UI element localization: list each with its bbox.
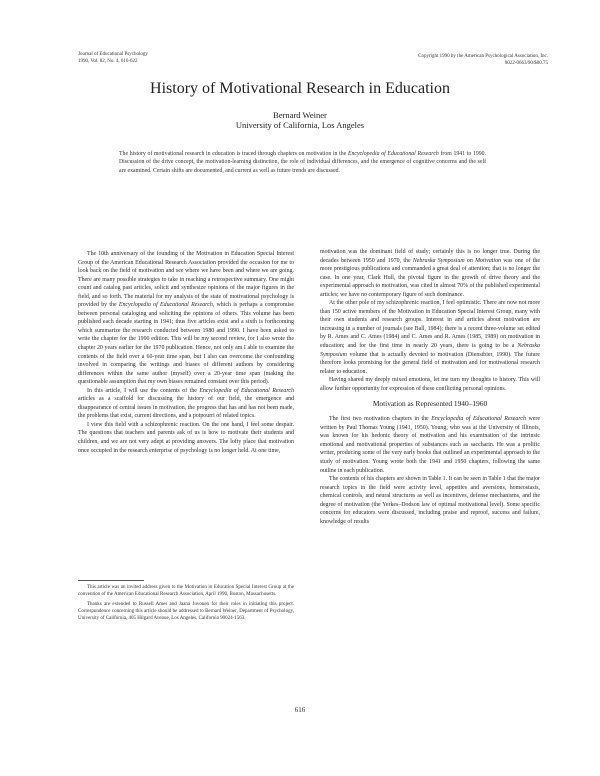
footnotes — [78, 585, 294, 626]
footnote: Thanks are extended to Russell Ames and Jaana Juvonen for their roles in initiating this project. Correspondence concerning this article should be addressed to Bernard Weiner, Department of Psychology, University of California, 405 Hilgard Avenue, Los Angeles, California 90024-1563. — [78, 601, 294, 621]
paper-title: History of Motivational Research in Education — [150, 80, 450, 97]
copyright-notice — [386, 54, 548, 67]
text-run: In this article, I will use the contents of the — [87, 387, 200, 394]
body-paragraph: I view this field with a schizophrenic reaction. On the one hand, I feel some despair. The questions that teachers and parents ask of us is how to motivate their students and children, and we are not very adept at providing answers. The lofty place that motivation once occupied in the research enterprise of psychology is no longer held. At one time, — [78, 421, 294, 454]
abstract-text-1: The history of motivational research in education is traced through chapters on motivation in the — [119, 151, 348, 157]
italic-title: Encyclopedia of Educational Research — [199, 387, 294, 394]
author-block — [150, 111, 450, 130]
issn-line: 0022-0663/90/$00.75 — [504, 60, 548, 66]
body-paragraph — [320, 415, 540, 475]
italic-title: Encyclopedia of Educational Research — [431, 416, 526, 423]
abstract — [119, 150, 486, 175]
page-number: 616 — [294, 706, 306, 714]
copyright-line: Copyright 1990 by the American Psychological Association, Inc. — [418, 54, 548, 59]
author-name: Bernard Weiner — [273, 110, 327, 120]
text-run: The 10th anniversary of the founding of the Motivation in Education Special Interest Group of the American Educational Research Association provided the occasion for me to look back on the field of motivation and see where we have been and where we are going. There are many possible strategies to take in reaching a retrospective summary. One might count and catalog past articles, solicit and synthesize opinions of the major figures in the field, and so forth. The material for my analysis of the state of motivational psychology is provided by the — [78, 251, 294, 309]
text-run: were written by Paul Thomas Young (1941, 1950). Young, who was at the University of Illinois, was known for his hedonic theory of motivation and his examination of the intrinsic emotional and motivational properties of substances such as saccharin. He was a prolific writer, producing some of the very early books that outlined an experimental approach to the study of motivation. Young wrote both the 1941 and 1950 chapters, following the same outline in each publication. — [320, 416, 540, 474]
text-run: articles as a scaffold for discussing the history of our field, the emergence and disappearance of central issues in motivation, the progress that has and has not been made, the problems that exist, current directions, and a potpourri of related topics. — [78, 396, 294, 420]
right-column — [320, 248, 540, 526]
text-run: At the other pole of my schizophrenic reaction, I feel optimistic. There are now not more than 150 active members of the Motivation in Education Special Interest Group, many with their own students and research groups. Interest in and articles about motivation are increasing in a number of journals (see Ball, 1984); there is a recent three-volume set edited by R. Ames and C. Ames (1984) and C. Ames and R. Ames (1985, 1989) on motivation in education; and for the first time in nearly 20 years, there is going to be a — [320, 300, 540, 350]
italic-title: Encyclopedia of Educational Research — [118, 302, 213, 309]
footnote: This article was an invited address given to the Motivation in Education Special Interest Group at the convention of the American Educational Research Association, April 1990, Boston, Massachusetts. — [78, 585, 294, 597]
italic-title: Nebraska Symposium — [320, 343, 540, 358]
text-run: volume that is actually devoted to motivation (Dienstbier, 1990). The future therefore looks promising for the general field of motivation and for motivational research relater to education. — [320, 351, 540, 375]
body-paragraph — [78, 387, 294, 421]
body-paragraph — [320, 299, 540, 376]
italic-title: Nebraska Symposium on Motivation — [412, 257, 501, 264]
body-paragraph: Having shared my deeply mixed emotions, let me turn my thoughts to history. This will allow further opportunity for expression of these conflicting personal opinions. — [320, 377, 540, 392]
text-run: motivation was the dominant field of study; certainly this is no longer true. During the decades between 1950 and 1970, the — [320, 249, 540, 264]
left-column — [78, 250, 294, 455]
text-run: , which is perhaps a compromise between personal cataloging and soliciting the opinions of others. This volume has been published each decade starting in 1941; thus five articles exist and a sixth is forthcoming which summarize the research conducted between 1980 and 1990. I have been asked to write the chapter for the 1990 edition. This will be my second review, for I also wrote the chapter 20 years earlier for the 1970 publication. Hence, not only am I able to examine the contents of the field over a 60-year time span, but I also can overcome the confounding involved in comparing the writings and biases of different authors by considering differences within the same author (myself) over a 20-year time span (making the questionable assumption that my own biases remained constant over this period). — [78, 302, 294, 386]
journal-name: Journal of Educational Psychology — [78, 52, 148, 57]
footnote-divider — [78, 580, 144, 581]
body-paragraph — [78, 250, 294, 387]
text-run: was one of the more prestigious publications and commanded a great deal of attention; that is no longer the case. In one year, Clark Hull, the pivotal figure in the growth of drive theory and the experimental approach to motivation, was cited in almost 70% of the published experimental articles; we have no contemporary figure of such dominance. — [320, 257, 540, 298]
section-heading: Motivation as Represented 1940–1960 — [372, 399, 488, 409]
body-paragraph: The contents of his chapters are shown in Table 1. It can be seen in Table 1 that the major research topics in the field were activity level, appetites and aversions, homeostasis, chemical controls, and neural structures as well as incentives, defense mechanisms, and the degree of motivation (the Yerkes–Dodson law of optimal motivational level). Some specific concerns for educators were discussed, including praise and reproof, success and failure, knowledge of results — [320, 476, 540, 525]
journal-volume: 1990, Vol. 82, No. 4, 616-622 — [78, 58, 138, 64]
body-paragraph — [320, 248, 540, 299]
abstract-text-2: from 1941 to 1990. Discussion of the drive concept, the motivation-learning distinction, the role of individual differences, and the emergence of cognitive concerns and the self are examined. Certain shifts are documented, and current as well as future trends are discussed. — [119, 151, 487, 174]
abstract-encyclopedia-title: Encyclopedia of Educational Research — [347, 151, 439, 157]
author-affiliation: University of California, Los Angeles — [235, 119, 365, 130]
journal-citation — [78, 52, 238, 65]
text-run: The first two motivation chapters in the — [329, 416, 432, 423]
